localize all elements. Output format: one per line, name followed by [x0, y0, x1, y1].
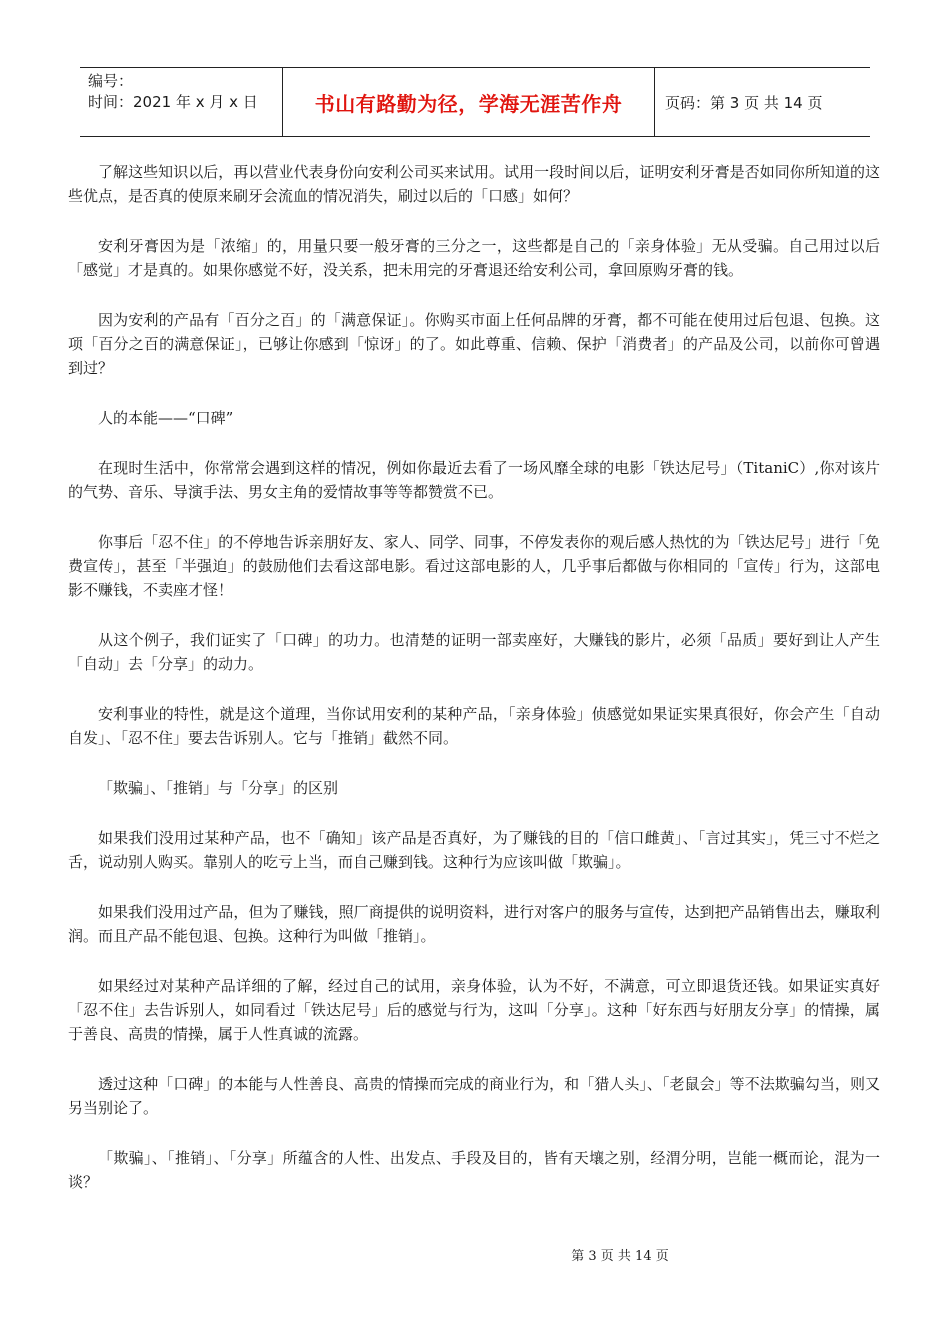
document-number-label: 编号： [88, 72, 134, 90]
document-time-label: 时间：2021 年 x 月 x 日 [88, 93, 258, 111]
paragraph: 从这个例子，我们证实了「口碑」的功力。也清楚的证明一部卖座好，大赚钱的影片，必须「品质」要好到让人产生「自动」去「分享」的动力。 [68, 631, 880, 673]
paragraph: 在现时生活中，你常常会遇到这样的情况，例如你最近去看了一场风靡全球的电影「铁达尼号」（TitaniC）,你对该片的气势、音乐、导演手法、男女主角的爱情故事等等都赞赏不已。 [68, 459, 880, 501]
header-table [80, 67, 870, 137]
footer-page-number: 第 3 页 共 14 页 [571, 1249, 669, 1264]
document-body [68, 160, 880, 1220]
paragraph: 了解这些知识以后，再以营业代表身份向安利公司买来试用。试用一段时间以后，证明安利牙膏是否如同你所知道的这些优点，是否真的使原来刷牙会流血的情况消失，刷过以后的「口感」如何？ [68, 163, 880, 205]
paragraph: 因为安利的产品有「百分之百」的「满意保证」。你购买市面上任何品牌的牙膏，都不可能在使用过后包退、包换。这项「百分之百的满意保证」，已够让你感到「惊讶」的了。如此尊重、信赖、保护「消费者」的产品及公司，以前你可曾遇到过？ [68, 311, 880, 377]
paragraph: 你事后「忍不住」的不停地告诉亲朋好友、家人、同学、同事，不停发表你的观后感人热忱的为「铁达尼号」进行「免费宣传」，甚至「半强迫」的鼓励他们去看这部电影。看过这部电影的人，几乎事后都做与你相同的「宣传」行为，这部电影不赚钱，不卖座才怪！ [68, 533, 880, 599]
paragraph: 「欺骗」、「推销」、「分享」所蕴含的人性、出发点、手段及目的，皆有天壤之别，经渭分明，岂能一概而论，混为一谈？ [68, 1149, 880, 1191]
paragraph: 透过这种「口碑」的本能与人性善良、高贵的情操而完成的商业行为，和「猎人头」、「老鼠会」等不法欺骗勾当，则又另当别论了。 [68, 1075, 880, 1117]
header-motto-cell [282, 68, 655, 136]
header-page-cell [655, 68, 870, 136]
section-heading: 「欺骗」、「推销」与「分享」的区别 [98, 779, 339, 797]
header-page-number: 页码：第 3 页 共 14 页 [665, 93, 823, 112]
paragraph: 如果我们没用过产品，但为了赚钱，照厂商提供的说明资料，进行对客户的服务与宣传，达到把产品销售出去，赚取利润。而且产品不能包退、包换。这种行为叫做「推销」。 [68, 903, 880, 945]
paragraph: 如果经过对某种产品详细的了解，经过自己的试用，亲身体验，认为不好，不满意，可立即退货还钱。如果证实真好「忍不住」去告诉别人，如同看过「铁达尼号」后的感觉与行为，这叫「分享」。这种「好东西与好朋友分享」的情操，属于善良、高贵的情操，属于人性真诚的流露。 [68, 977, 880, 1043]
paragraph: 安利牙膏因为是「浓缩」的，用量只要一般牙膏的三分之一，这些都是自己的「亲身体验」无从受骗。自己用过以后「感觉」才是真的。如果你感觉不好，没关系，把未用完的牙膏退还给安利公司，拿回原购牙膏的钱。 [68, 237, 880, 279]
header-meta-cell [80, 68, 282, 136]
paragraph: 安利事业的特性，就是这个道理，当你试用安利的某种产品，「亲身体验」侦感觉如果证实果真很好，你会产生「自动自发」、「忍不住」要去告诉别人。它与「推销」截然不同。 [68, 705, 880, 747]
paragraph: 如果我们没用过某种产品，也不「确知」该产品是否真好，为了赚钱的目的「信口雌黄」、「言过其实」，凭三寸不烂之舌，说动别人购买。靠别人的吃亏上当，而自己赚到钱。这种行为应该叫做「欺骗」。 [68, 829, 880, 871]
section-heading: 人的本能——“口碑” [98, 409, 234, 427]
page-footer [0, 1245, 950, 1264]
header-motto: 书山有路勤为径，学海无涯苦作舟 [314, 91, 623, 116]
